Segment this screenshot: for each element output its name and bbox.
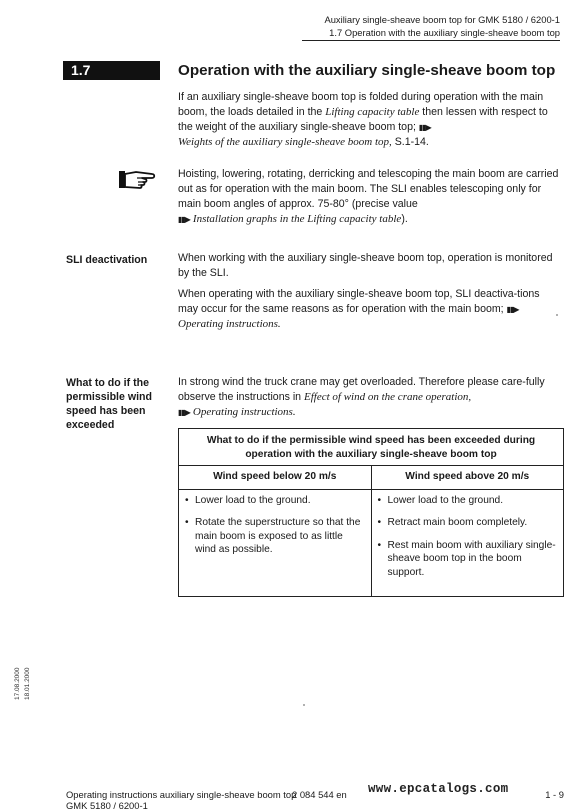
list-item: • Rest main boom with auxiliary single-sheave boom top in the boom support.	[378, 539, 558, 580]
column-header-below-20: Wind speed below 20 m/s	[179, 466, 372, 490]
column-above-20	[371, 489, 564, 597]
footer-title: Operating instructions auxiliary single-sheave boom top	[66, 789, 297, 800]
scan-speck	[303, 704, 305, 706]
sli-paragraph-1: When working with the auxiliary single-sheave boom top, operation is monitored by the SLI.	[178, 252, 553, 279]
intro-text-2: then lessen with respect to the weight of the auxiliary single-sheave boom top;	[178, 106, 548, 133]
pointing-hand-icon	[118, 168, 158, 192]
table-caption: What to do if the permissible wind speed has been exceeded during operation with the auxiliary single-sheave boom top	[179, 429, 564, 466]
column-header-above-20: Wind speed above 20 m/s	[371, 466, 564, 490]
cross-reference-arrow-icon: ▮▮▶	[506, 305, 519, 314]
scan-speck	[556, 314, 558, 316]
note-text-2: ).	[401, 213, 408, 225]
cross-reference-arrow-icon: ▮▮▶	[418, 123, 431, 132]
margin-date-1: 17.08.2000	[14, 667, 21, 700]
watermark: www.epcatalogs.com	[368, 782, 509, 796]
page-number: 1 - 9	[545, 789, 564, 800]
note-text: Hoisting, lowering, rotating, derricking and telescoping the main boom are carried out as for operation with the main boom. The SLI enables telescoping only for main boom angles of approx. 75-80° (precise value	[178, 168, 559, 210]
cross-reference-arrow-icon: ▮▮▶	[178, 215, 190, 224]
sli-paragraph-2	[178, 287, 562, 332]
cross-reference-arrow-icon: ▮▮▶	[178, 408, 190, 417]
sli-ref-operating-instructions: Operating instructions.	[178, 318, 281, 330]
note-ref-installation-graphs: Installation graphs in the Lifting capacity table	[192, 213, 402, 225]
list-item: • Retract main boom completely.	[378, 516, 558, 530]
intro-ref-weights: Weights of the auxiliary single-sheave boom top,	[178, 136, 392, 148]
note-paragraph	[178, 167, 562, 227]
intro-paragraph	[178, 90, 562, 150]
intro-ref-lifting-table: Lifting capacity table	[325, 106, 420, 118]
wind-ref-effect-of-wind: Effect of wind on the crane operation,	[304, 391, 472, 403]
wind-heading: What to do if the permissible wind speed has been exceeded	[66, 377, 152, 431]
sli-heading: SLI deactivation	[66, 254, 148, 266]
header-line-1: Auxiliary single-sheave boom top for GMK 5180 / 6200-1	[324, 14, 560, 25]
sli-text: When operating with the auxiliary single-sheave boom top, SLI deactiva-tions may occur for the same reasons as for operation with the main boom;	[178, 288, 540, 315]
footer-model-cut: GMK 5180 / 6200-1	[66, 800, 148, 811]
footer-doc-number: 2 084 544 en	[292, 789, 347, 800]
list-item: • Lower load to the ground.	[185, 494, 365, 508]
section-title: Operation with the auxiliary single-sheave boom top	[178, 62, 556, 79]
margin-date-2: 18.01.2000	[24, 667, 31, 700]
wind-paragraph	[178, 375, 562, 420]
wind-text: In strong wind the truck crane may get overloaded. Therefore please care-fully observe the instructions in	[178, 376, 545, 403]
wind-ref-operating-instructions: Operating instructions.	[192, 406, 296, 418]
wind-speed-table	[178, 428, 564, 597]
header-rule	[302, 40, 560, 41]
intro-text: If an auxiliary single-sheave boom top is folded during operation with the main boom, the loads detailed in the	[178, 91, 544, 118]
list-item: • Rotate the superstructure so that the main boom is exposed to as little wind as possible.	[185, 516, 365, 557]
list-item: • Lower load to the ground.	[378, 494, 558, 508]
intro-text-3: S.1-14.	[391, 136, 429, 148]
column-below-20	[179, 489, 372, 597]
header-line-2: 1.7 Operation with the auxiliary single-sheave boom top	[329, 27, 560, 38]
section-number: 1.7	[71, 62, 91, 78]
